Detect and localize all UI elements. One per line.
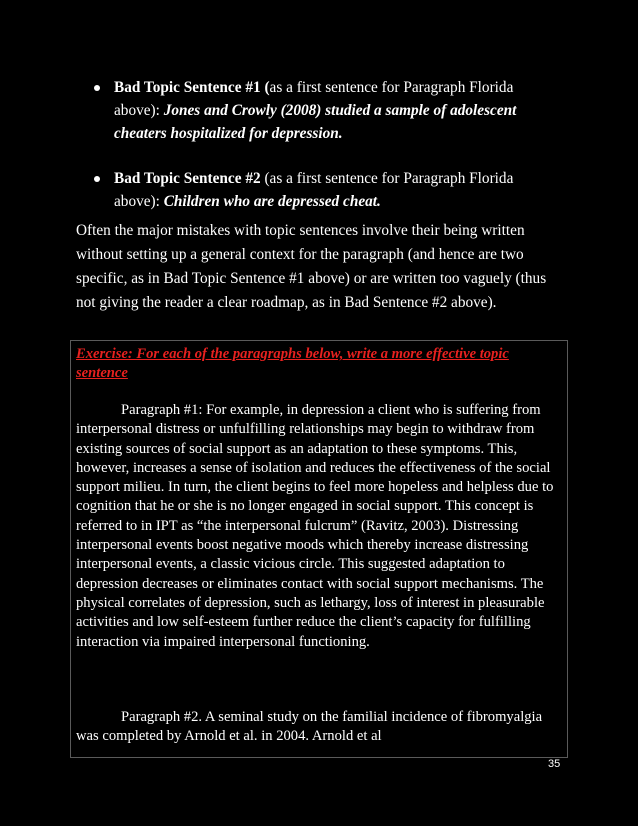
bad-topic-sentence-1 [94,76,554,145]
bullet-context: as a first sentence for Paragraph Florida above): [114,79,514,119]
bullet-dot-icon [94,85,100,91]
exercise-paragraph-2: Paragraph #2. A seminal study on the familial incidence of fibromyalgia was completed by Arnold et al. in 2004. Arnold et al [76,709,543,745]
bullet-label: Bad Topic Sentence #2 [114,170,261,187]
exercise-heading: Exercise: For each of the paragraphs below, write a more effective topic sentence [76,346,509,381]
exercise-box [70,340,568,758]
bullet-context: (as a first sentence for Paragraph Florida above): [114,170,514,210]
exercise-paragraph-1: Paragraph #1: For example, in depression a client who is suffering from interpersonal distress or unfulfilling relationships may begin to withdraw from existing sources of social support as an adaptation to these symptoms. This, however, increases a sense of isolation and reduces the effectiveness of the social support milieu. In turn, the client begins to feel more hopeless and helpless due to cognition that he or she is no longer engaged in social support. This concept is referred to in IPT as “the interpersonal fulcrum” (Ravitz, 2003). Distressing interpersonal events boost negative moods which thereby increase distressing interpersonal events, a classic vicious circle. This suggested adaptation to depression decreases or eliminates contact with social support mechanisms. The physical correlates of depression, such as lethargy, loss of interest in pleasurable activities and low self-esteem further reduce the client’s capacity for fulfilling interaction via impaired interpersonal functioning. [76,402,554,650]
bullet-example: Jones and Crowly (2008) studied a sample of adolescent cheaters hospitalized for depression. [114,102,517,142]
page-number: 35 [548,758,561,770]
bullet-label: Bad Topic Sentence #1 ( [114,79,270,96]
bullet-example: Children who are depressed cheat. [163,193,381,210]
bullet-dot-icon [94,176,100,182]
bad-topic-sentence-2 [94,167,554,213]
bad-topic-sentence-list [94,76,554,235]
body-paragraph: Often the major mistakes with topic sentences involve their being written without setting up a general context for the paragraph (and hence are two specific, as in Bad Topic Sentence #1 above) or are written too vaguely (thus not giving the reader a clear roadmap, as in Bad Sentence #2 above). [76,222,547,311]
